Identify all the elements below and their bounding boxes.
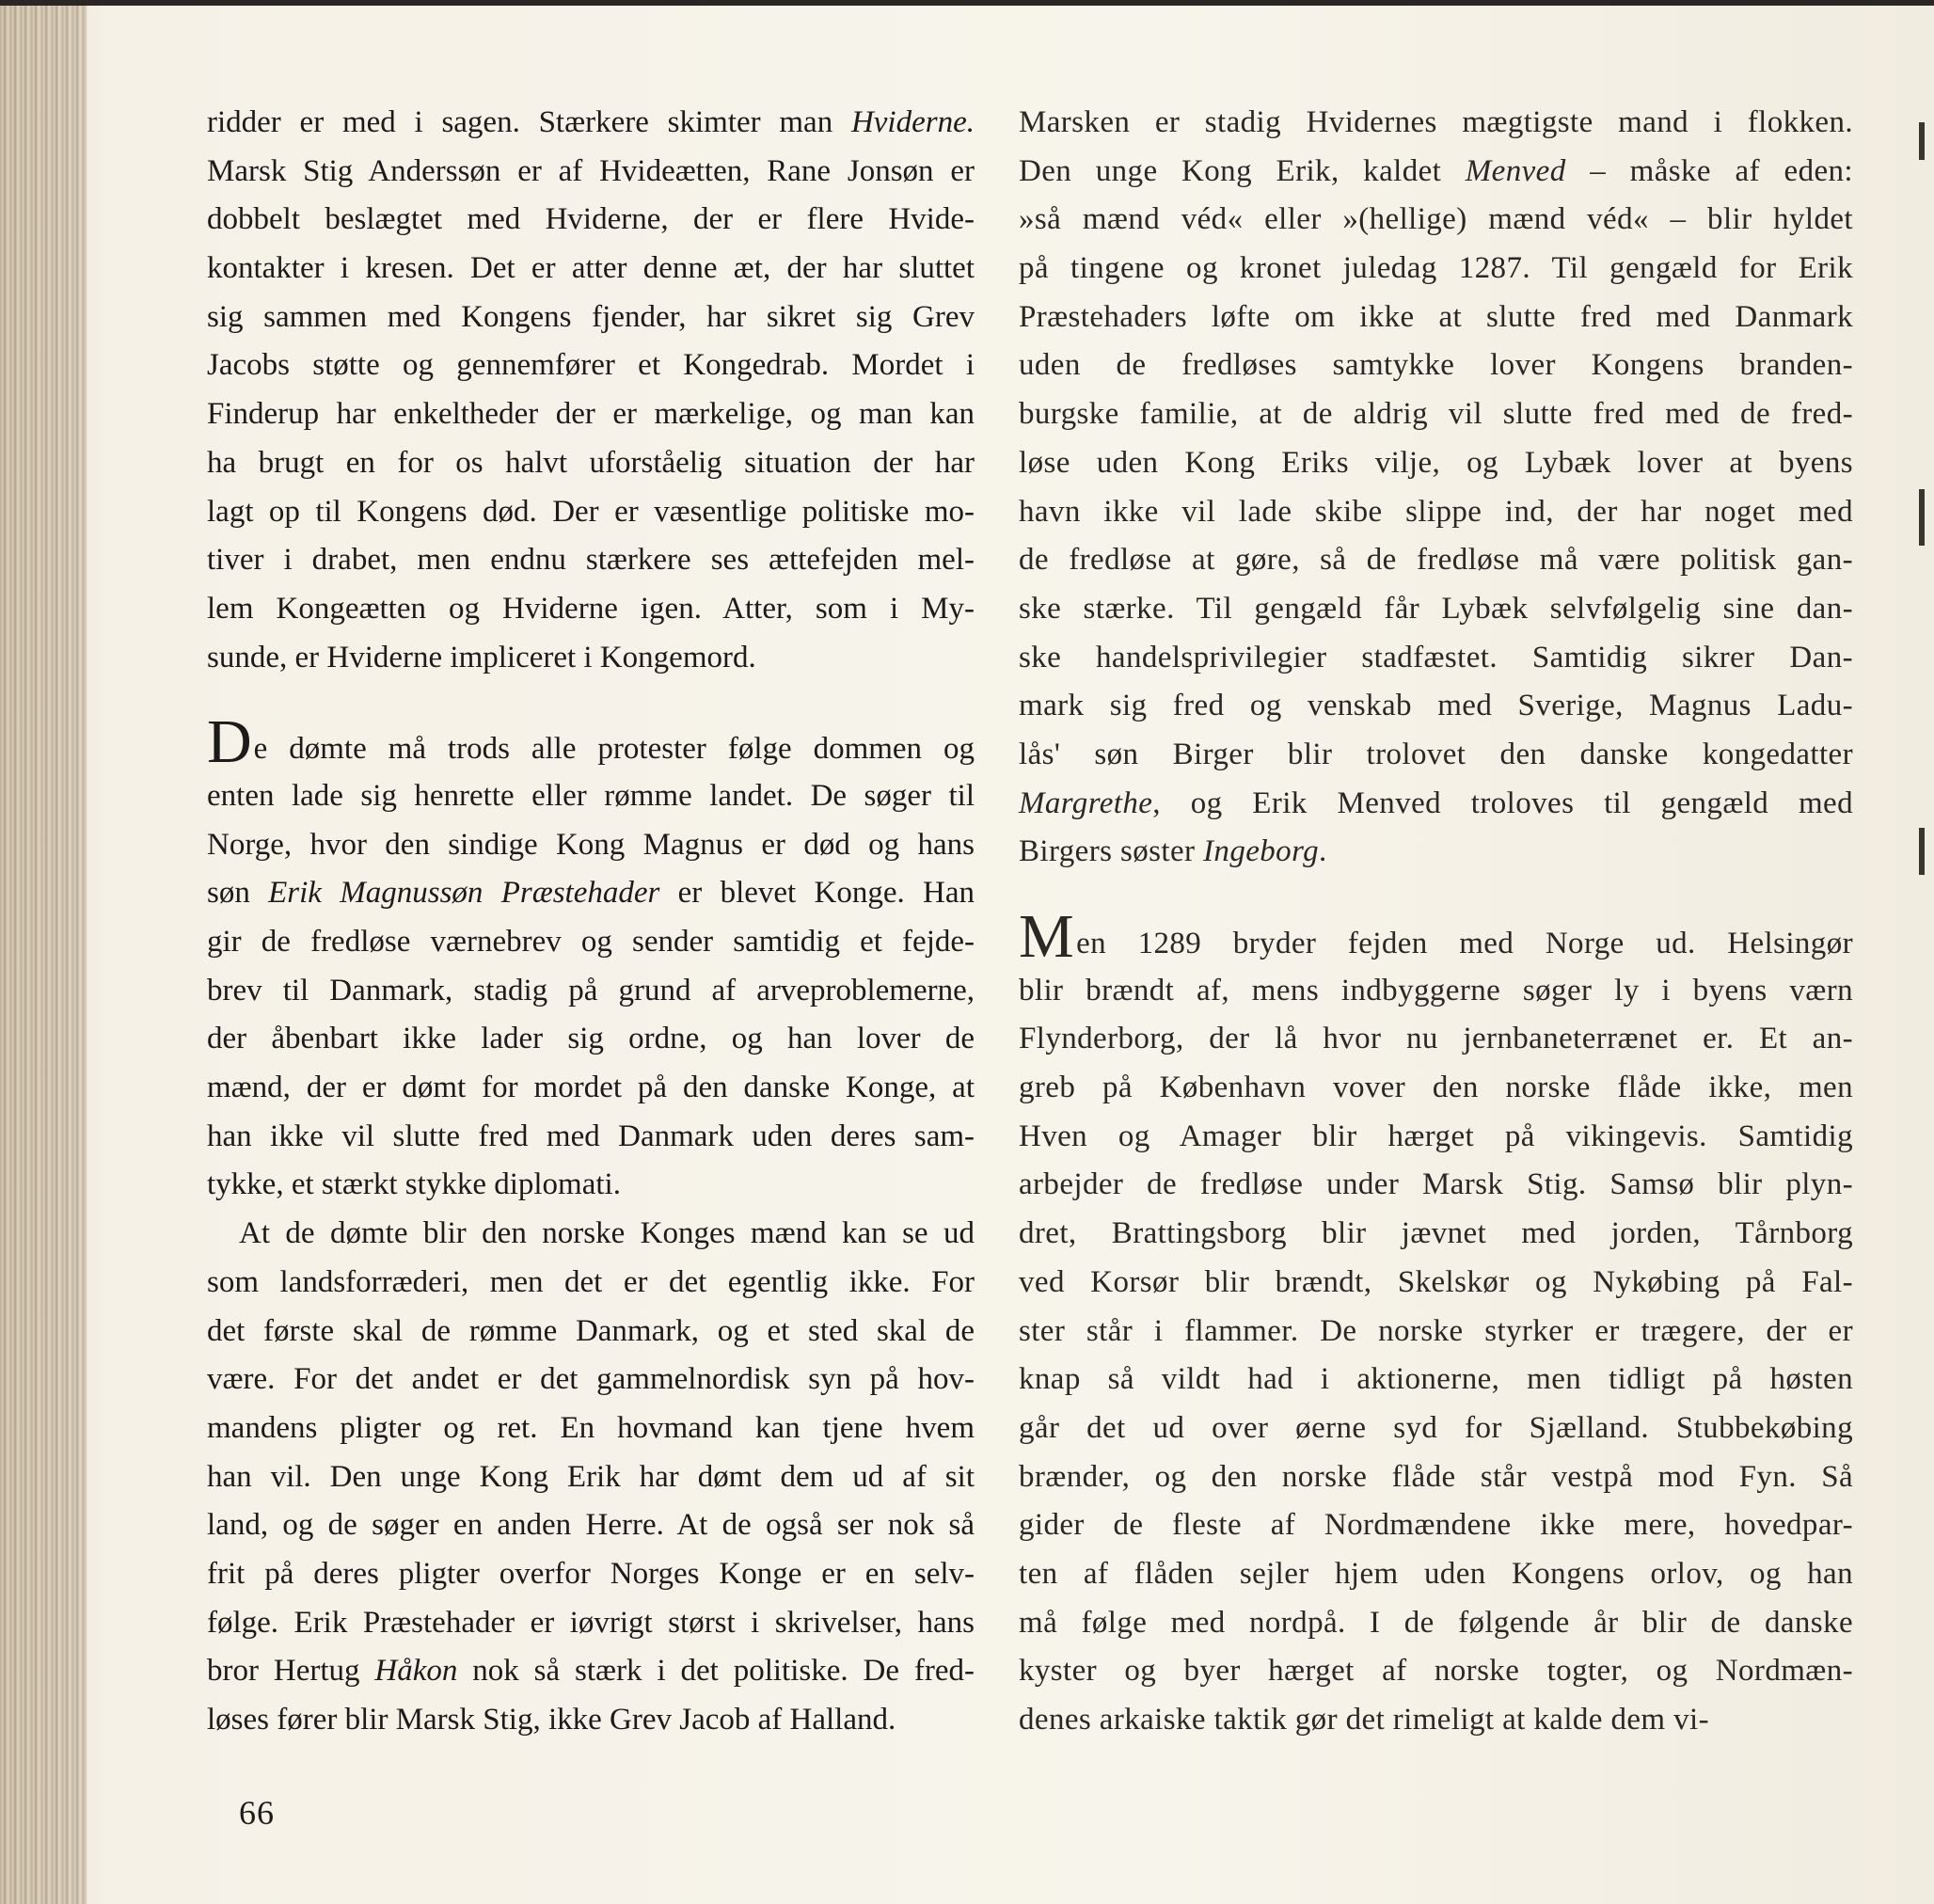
text-line: Margrethe, og Erik Menved troloves til gengæld med xyxy=(1019,785,1853,820)
text-line: følge. Erik Præstehader er iøvrigt størst i skrivelser, hans xyxy=(207,1605,975,1640)
italic-term: Ingeborg xyxy=(1203,834,1320,869)
text-line: ha brugt en for os halvt uforståelig situation der har xyxy=(207,445,975,480)
italic-term: Håkon xyxy=(374,1654,458,1689)
text-line: havn ikke vil lade skibe slippe ind, der har noget med xyxy=(1019,494,1853,529)
text-line: ved Korsør blir brændt, Skelskør og Nykøbing på Fal- xyxy=(1019,1264,1853,1299)
text-line: søn Erik Magnussøn Præstehader er blevet Konge. Han xyxy=(207,876,975,911)
page-number: 66 xyxy=(239,1794,275,1832)
text-line: der åbenbart ikke lader sig ordne, og han lover de xyxy=(207,1022,975,1056)
text-line: mandens pligter og ret. En hovmand kan tjene hvem xyxy=(207,1410,975,1445)
text-line: må følge med nordpå. I de følgende år blir de danske xyxy=(1019,1605,1853,1640)
text-line: lagt op til Kongens død. Der er væsentlige politiske mo- xyxy=(207,494,975,529)
text-line: denes arkaiske taktik gør det rimeligt at kalde dem vi- xyxy=(1019,1703,1710,1737)
text-line: brev til Danmark, stadig på grund af arveproblemerne, xyxy=(207,973,975,1008)
text-line: brænder, og den norske flåde står vestpå mod Fyn. Så xyxy=(1019,1459,1853,1494)
text-line: de fredløse at gøre, så de fredløse må være politisk gan- xyxy=(1019,543,1853,578)
text-line: Flynderborg, der lå hvor nu jernbaneterrænet er. Et an- xyxy=(1019,1022,1853,1056)
text-line: Men 1289 bryder fejden med Norge ud. Helsingør xyxy=(1019,902,1853,971)
text-line: dret, Brattingsborg blir jævnet med jorden, Tårnborg xyxy=(1019,1216,1853,1251)
text-line: kontakter i kresen. Det er atter denne æt, der har sluttet xyxy=(207,251,975,286)
text-line: han ikke vil slutte fred med Danmark uden deres sam- xyxy=(207,1119,975,1153)
text-line: ridder er med i sagen. Stærkere skimter man Hviderne. xyxy=(207,105,975,139)
paragraph-gap xyxy=(207,682,975,723)
text-line: dobbelt beslægtet med Hviderne, der er flere Hvide- xyxy=(207,202,975,237)
paragraph-gap xyxy=(1019,877,1853,918)
text-line: ster står i flammer. De norske styrker er trægere, der er xyxy=(1019,1313,1853,1348)
text-line: blir brændt af, mens indbyggerne søger ly i byens værn xyxy=(1019,973,1853,1008)
text-line: De dømte må trods alle protester følge dommen og xyxy=(207,707,975,777)
text-line: Finderup har enkeltheder der er mærkelige, og man kan xyxy=(207,397,975,432)
paragraph-p2 xyxy=(207,707,975,1210)
book-spine xyxy=(0,0,87,1904)
text-line: lem Kongeætten og Hviderne igen. Atter, som i My- xyxy=(207,591,975,626)
text-line: Præstehaders løfte om ikke at slutte fred med Danmark xyxy=(1019,299,1853,334)
text-line: ten af flåden sejler hjem uden Kongens orlov, og han xyxy=(1019,1556,1853,1591)
text-line: greb på København vover den norske flåde ikke, men xyxy=(1019,1071,1853,1105)
text-line: på tingene og kronet juledag 1287. Til gengæld for Erik xyxy=(1019,251,1853,286)
text-line: mænd, der er dømt for mordet på den danske Konge, at xyxy=(207,1071,975,1105)
text-line: frit på deres pligter overfor Norges Konge er en selv- xyxy=(207,1556,975,1591)
left-text-column xyxy=(207,99,975,1745)
text-line: Marsken er stadig Hvidernes mægtigste mand i flokken. xyxy=(1019,105,1853,139)
italic-term: Erik Magnussøn Præstehader xyxy=(268,876,660,911)
page-top-edge xyxy=(0,0,1934,6)
paragraph-p4 xyxy=(1019,99,1853,877)
right-text-column xyxy=(1019,99,1853,1745)
text-line: gider de fleste af Nordmændene ikke mere, hovedpar- xyxy=(1019,1508,1853,1543)
text-line: kyster og byer hærget af norske togter, og Nordmæn- xyxy=(1019,1654,1853,1689)
margin-mark xyxy=(1919,489,1925,546)
text-line: lås' søn Birger blir trolovet den danske kongedatter xyxy=(1019,737,1853,771)
text-line: arbejder de fredløse under Marsk Stig. Samsø blir plyn- xyxy=(1019,1167,1853,1202)
text-line: burgske familie, at de aldrig vil slutte fred med de fred- xyxy=(1019,397,1853,432)
italic-term: Menved xyxy=(1465,153,1566,188)
text-line: tiver i drabet, men endnu stærkere ses ættefejden mel- xyxy=(207,543,975,578)
text-line: gir de fredløse værnebrev og sender samtidig et fejde- xyxy=(207,925,975,959)
text-line: Jacobs støtte og gennemfører et Kongedrab. Mordet i xyxy=(207,348,975,383)
text-line: han vil. Den unge Kong Erik har dømt dem ud af sit xyxy=(207,1459,975,1494)
italic-term: Hviderne. xyxy=(850,105,975,139)
text-line: knap så vildt had i aktionerne, men tidligt på høsten xyxy=(1019,1362,1853,1397)
drop-cap: D xyxy=(207,707,252,777)
text-line: ske handelsprivilegier stadfæstet. Samtidig sikrer Dan- xyxy=(1019,640,1853,674)
margin-mark xyxy=(1919,828,1925,875)
text-line: Marsk Stig Anderssøn er af Hvideætten, Rane Jonsøn er xyxy=(207,153,975,188)
text-line: Birgers søster Ingeborg. xyxy=(1019,834,1327,869)
paragraph-p5 xyxy=(1019,902,1853,1745)
paragraph-p1 xyxy=(207,99,975,682)
text-line: »så mænd véd« eller »(hellige) mænd véd« – blir hyldet xyxy=(1019,202,1853,237)
text-line: tykke, et stærkt stykke diplomati. xyxy=(207,1167,621,1202)
text-line: Den unge Kong Erik, kaldet Menved – måske af eden: xyxy=(1019,153,1853,188)
text-line: ske stærke. Til gengæld får Lybæk selvfølgelig sine dan- xyxy=(1019,591,1853,626)
text-line: som landsforræderi, men det er det egentlig ikke. For xyxy=(207,1264,975,1299)
text-line: Hven og Amager blir hærget på vikingevis. Samtidig xyxy=(1019,1119,1853,1153)
margin-mark xyxy=(1919,122,1925,160)
text-line: sunde, er Hviderne impliceret i Kongemord. xyxy=(207,640,756,674)
text-line: være. For det andet er det gammelnordisk syn på hov- xyxy=(207,1362,975,1397)
italic-term: Margrethe xyxy=(1019,785,1153,820)
drop-cap: M xyxy=(1019,902,1075,971)
text-line: sig sammen med Kongens fjender, har sikret sig Grev xyxy=(207,299,975,334)
text-line: uden de fredløses samtykke lover Kongens branden- xyxy=(1019,348,1853,383)
text-line: enten lade sig henrette eller rømme landet. De søger til xyxy=(207,778,975,813)
text-line: At de dømte blir den norske Konges mænd kan se ud xyxy=(239,1216,975,1251)
text-line: Norge, hvor den sindige Kong Magnus er død og hans xyxy=(207,827,975,862)
text-line: mark sig fred og venskab med Sverige, Magnus Ladu- xyxy=(1019,689,1853,723)
text-line: løse uden Kong Eriks vilje, og Lybæk lover at byens xyxy=(1019,445,1853,480)
text-line: det første skal de rømme Danmark, og et sted skal de xyxy=(207,1313,975,1348)
text-line: bror Hertug Håkon nok så stærk i det politiske. De fred- xyxy=(207,1654,975,1689)
paragraph-p3 xyxy=(207,1210,975,1745)
text-line: går det ud over øerne syd for Sjælland. Stubbekøbing xyxy=(1019,1410,1853,1445)
text-line: land, og de søger en anden Herre. At de også ser nok så xyxy=(207,1508,975,1543)
text-line: løses fører blir Marsk Stig, ikke Grev Jacob af Halland. xyxy=(207,1703,896,1737)
